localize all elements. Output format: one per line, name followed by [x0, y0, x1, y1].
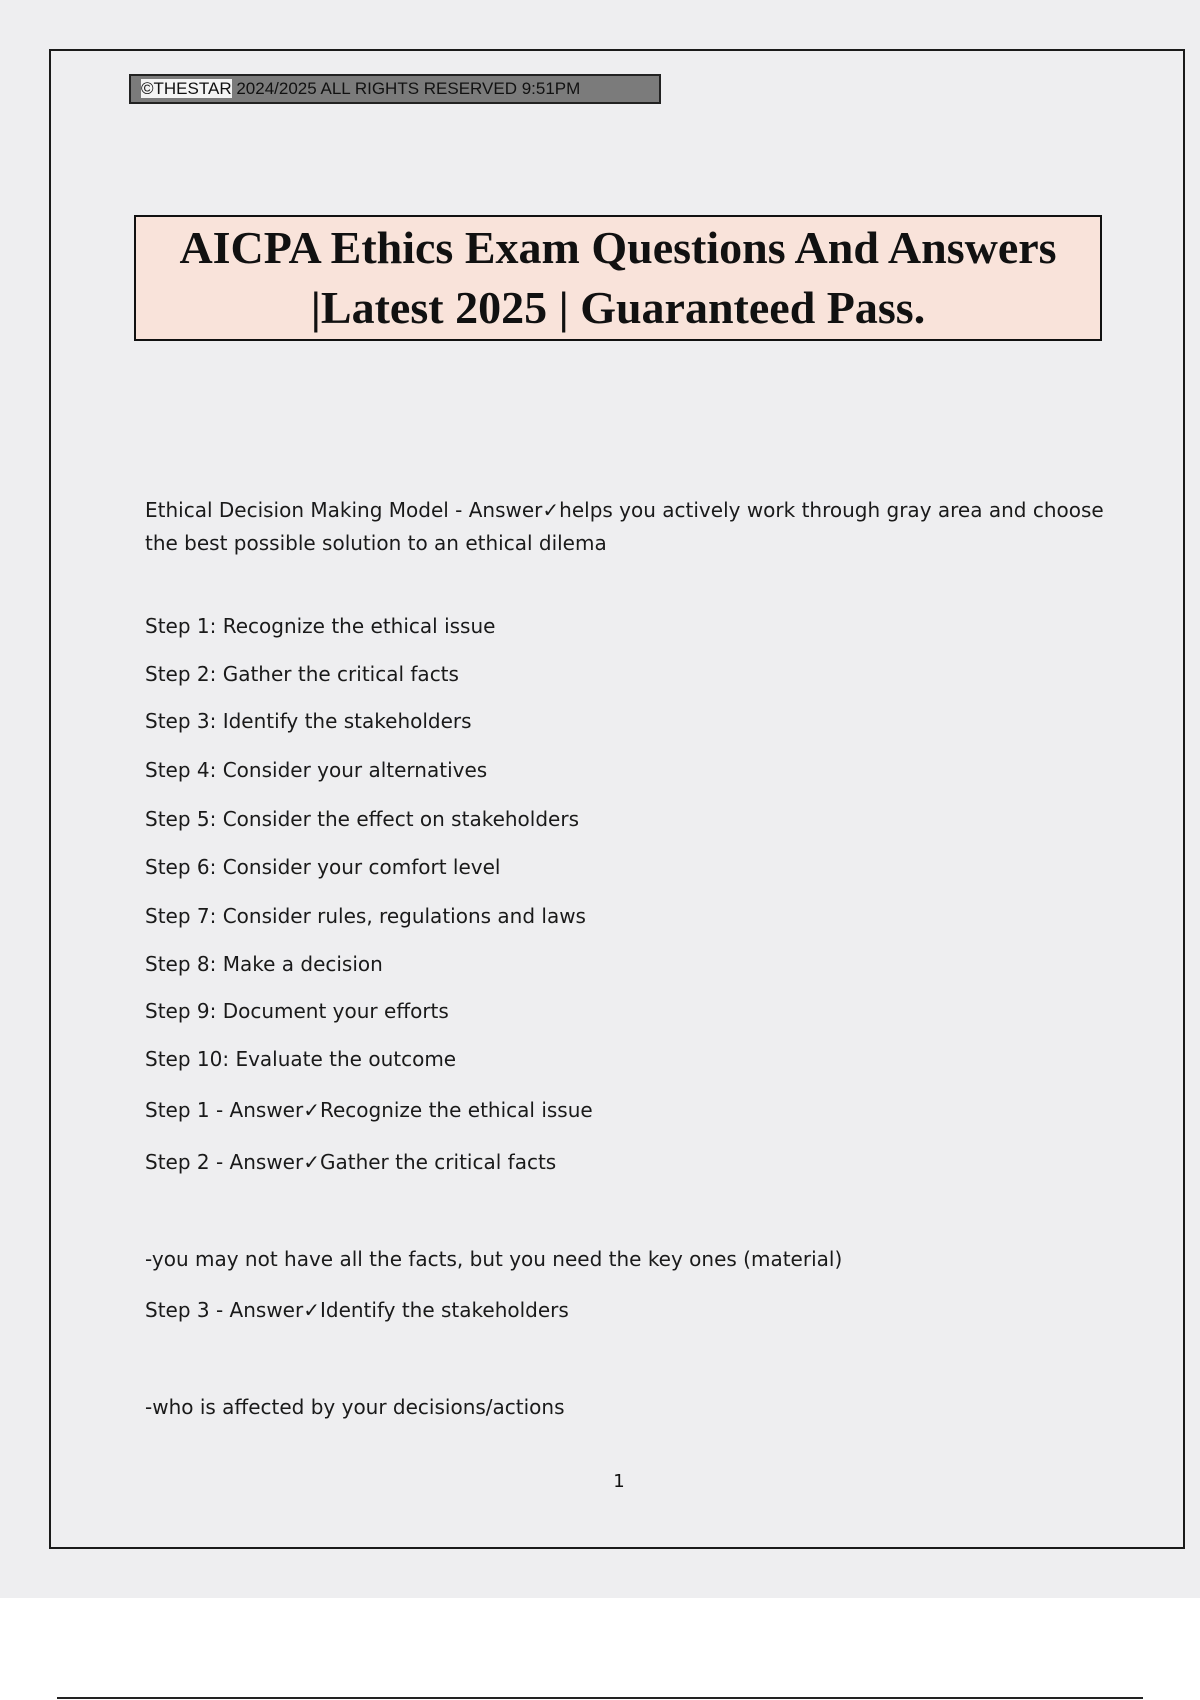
- step-line: Step 9: Document your efforts: [145, 999, 449, 1023]
- step-line: Step 5: Consider the effect on stakeholders: [145, 807, 579, 831]
- step-line: Step 1: Recognize the ethical issue: [145, 614, 496, 638]
- step-line: Step 8: Make a decision: [145, 952, 383, 976]
- intro-paragraph: Ethical Decision Making Model - Answer✓helps you actively work through gray area and choose the best possible solution to an ethical dilema: [145, 498, 1104, 555]
- page-number: 1: [613, 1471, 625, 1492]
- qa-line: Step 3 - Answer✓Identify the stakeholders: [145, 1298, 569, 1322]
- title-line-2: |Latest 2025 | Guaranteed Pass.: [310, 282, 926, 333]
- header-rights-text: 2024/2025 ALL RIGHTS RESERVED 9:51PM: [231, 79, 581, 98]
- next-page-divider: [57, 1697, 1143, 1699]
- step-line: Step 6: Consider your comfort level: [145, 855, 501, 879]
- copyright-header: [129, 74, 661, 104]
- document-title: [179, 218, 1056, 338]
- title-line-1: AICPA Ethics Exam Questions And Answers: [179, 222, 1057, 273]
- title-box: [134, 215, 1102, 341]
- step-line: Step 4: Consider your alternatives: [145, 758, 488, 782]
- step-line: Step 7: Consider rules, regulations and laws: [145, 904, 586, 928]
- document-page: [49, 49, 1185, 1549]
- qa-note: -you may not have all the facts, but you need the key ones (material): [145, 1247, 843, 1271]
- qa-note: -who is affected by your decisions/actions: [145, 1395, 565, 1419]
- header-brand: ©THESTAR: [141, 79, 232, 98]
- step-line: Step 3: Identify the stakeholders: [145, 709, 472, 733]
- qa-line: Step 2 - Answer✓Gather the critical facts: [145, 1150, 557, 1174]
- step-line: Step 2: Gather the critical facts: [145, 662, 459, 686]
- qa-line: Step 1 - Answer✓Recognize the ethical issue: [145, 1098, 593, 1122]
- step-line: Step 10: Evaluate the outcome: [145, 1047, 457, 1071]
